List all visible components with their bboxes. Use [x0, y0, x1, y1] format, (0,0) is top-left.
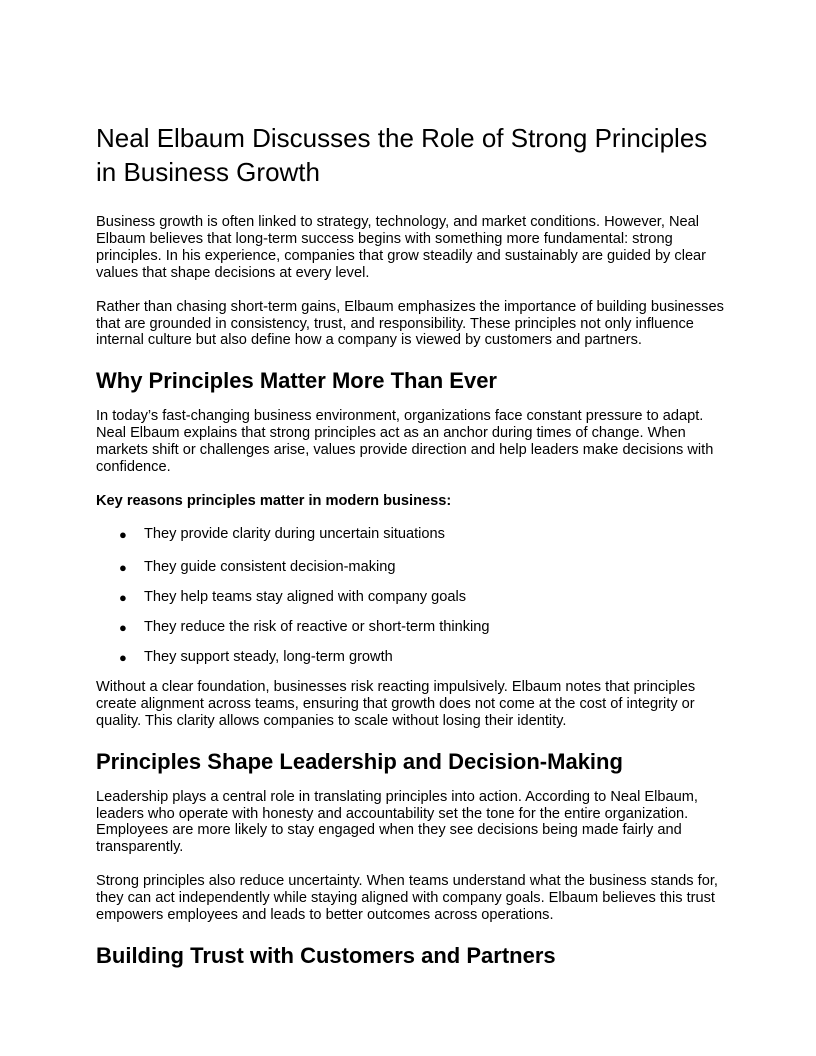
section1-closing-paragraph: Without a clear foundation, businesses risk reacting impulsively. Elbaum notes that principles create alignment across teams, ensuring that growth does not come at the cost of integrity or quality. This clarity allows companies to scale without losing their identity. — [96, 678, 696, 729]
list-item: ● They provide clarity during uncertain situations — [119, 525, 445, 542]
list-item: ● They reduce the risk of reactive or short-term thinking — [119, 618, 490, 635]
intro-paragraph-2: Rather than chasing short-term gains, Elbaum emphasizes the importance of building businesses that are grounded in consistency, trust, and responsibility. These principles not only influence internal culture but also define how a company is viewed by customers and partners. — [96, 298, 724, 349]
bullet-icon: ● — [119, 559, 127, 575]
section-heading-leadership: Principles Shape Leadership and Decision-Making — [96, 748, 623, 774]
key-reasons-list — [96, 526, 724, 666]
bullet-icon: ● — [119, 619, 127, 635]
key-reasons-title: Key reasons principles matter in modern business: — [96, 492, 452, 509]
list-item: ● They help teams stay aligned with company goals — [119, 588, 467, 605]
section2-paragraph-2: Strong principles also reduce uncertainty. When teams understand what the business stands for, they can act independently while staying aligned with company goals. Elbaum believes this trust empowers employees and leads to better outcomes across operations. — [96, 873, 718, 924]
bullet-icon: ● — [119, 526, 127, 542]
page-title: Neal Elbaum Discusses the Role of Strong Principles in Business Growth — [96, 123, 708, 187]
list-item: ● They guide consistent decision-making — [119, 558, 396, 575]
section2-paragraph-1: Leadership plays a central role in translating principles into action. According to Neal Elbaum, leaders who operate with honesty and accountability set the tone for the entire organization. Employees are more likely to stay engaged when they see decisions being made fairly and transparently. — [96, 788, 698, 856]
section-heading-why-principles: Why Principles Matter More Than Ever — [96, 368, 497, 394]
list-item: ● They support steady, long-term growth — [119, 648, 393, 665]
section1-paragraph: In today’s fast-changing business environment, organizations face constant pressure to adapt. Neal Elbaum explains that strong principles act as an anchor during times of change. When markets shift or challenges arise, values provide direction and help leaders make decisions with confidence. — [96, 408, 714, 476]
bullet-icon: ● — [119, 589, 127, 605]
intro-paragraph-1: Business growth is often linked to strategy, technology, and market conditions. However, Neal Elbaum believes that long-term success begins with something more fundamental: strong principles. In his experience, companies that grow steadily and sustainably are guided by clear values that shape decisions at every level. — [96, 214, 707, 281]
document-page — [96, 121, 724, 983]
bullet-icon: ● — [119, 649, 127, 665]
section-heading-building-trust: Building Trust with Customers and Partners — [96, 942, 556, 968]
